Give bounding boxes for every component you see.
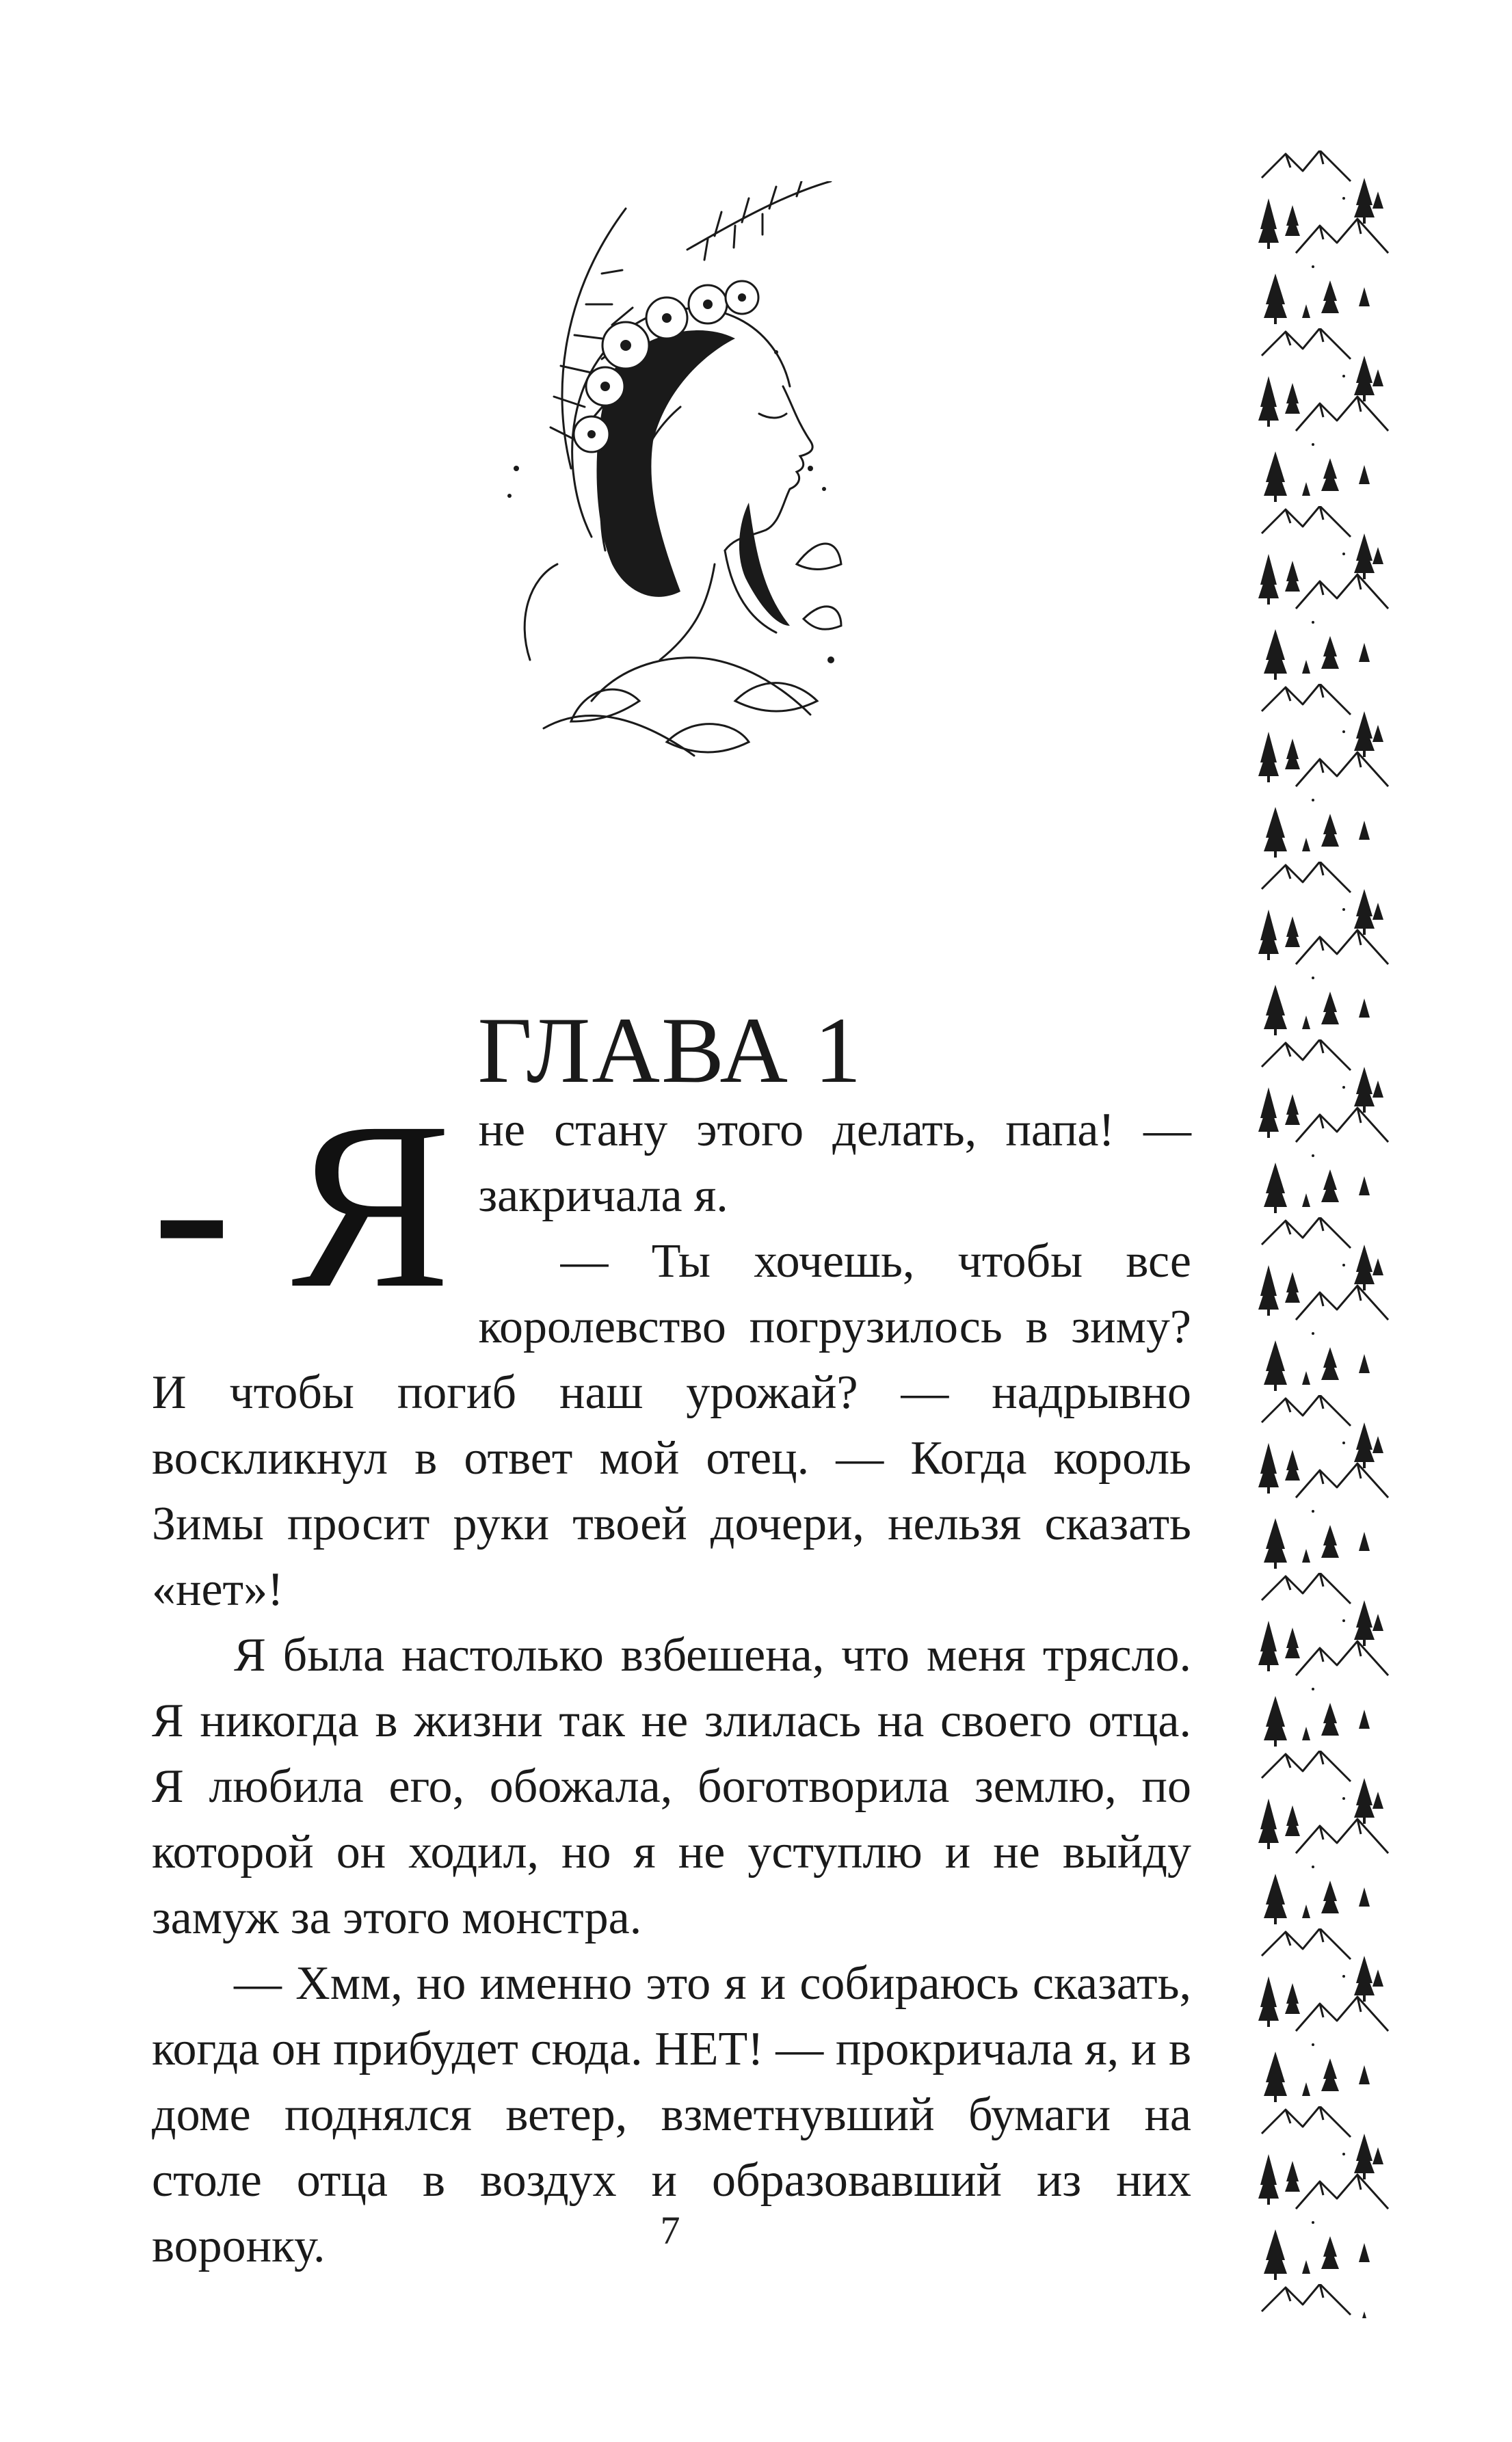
woman-portrait-illustration <box>489 181 845 783</box>
first-paragraph <box>152 1072 1191 1623</box>
page-number: 7 <box>660 2208 680 2253</box>
chapter-text <box>152 1072 1191 2279</box>
paragraph-4: — Хмм, но именно это я и собираюсь сказать, когда он прибудет сюда. НЕТ! — прокричала я, и в доме поднялся ветер, взметнувший бумаги на столе отца в воздух и образовавший из них воронку. <box>152 1957 1191 2272</box>
mountain-pine-pattern-strip <box>1255 150 1392 2318</box>
chapter-title: ГЛАВА 1 <box>477 998 863 1103</box>
paragraph-1: не стану этого делать, папа! — закричала я. <box>478 1104 1191 1222</box>
paragraph-3: Я была настолько взбешена, что меня трясло. Я никогда в жизни так не злилась на своего отца. Я любила его, обожала, боготворила землю, по которой он ходил, но я не уступлю и не выйду замуж за этого монстра. <box>152 1629 1191 1944</box>
drop-cap: - Я <box>152 1072 451 1338</box>
paragraph-2: — Ты хочешь, чтобы все королевство погрузилось в зиму? И чтобы погиб наш урожай? — надрывно воскликнул в ответ мой отец. — Когда король Зимы просит руки твоей дочери, нельзя сказать «нет»! <box>152 1235 1191 1616</box>
